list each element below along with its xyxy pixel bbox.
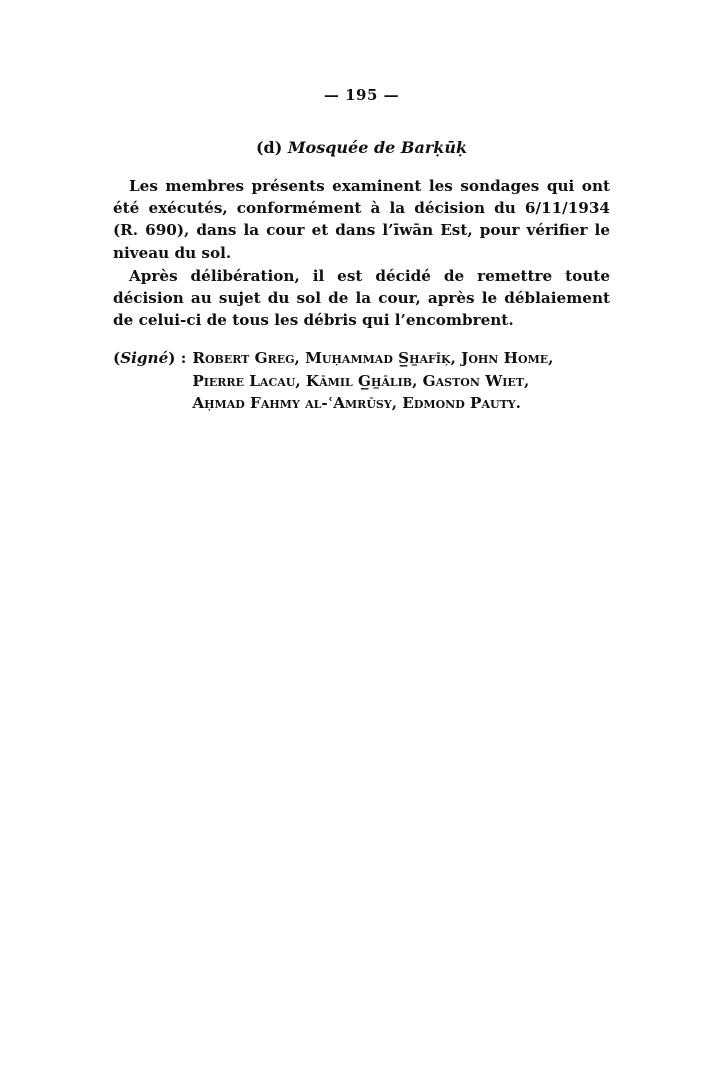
paragraph-1: Les membres présents examinent les sondages qui ont été exécutés, conformément à la décision du 6/11/1934 (R. 690), dans la cour et dans l’īwān Est, pour vérifier le niveau du sol. [113,177,610,262]
section-letter: (d) [255,138,283,157]
signature-line-3: Aḥmad Fahmy al-ʿAmrūsy, Edmond Pauty. [192,393,521,412]
section-name: Mosquée de Barḳūḳ [287,138,468,157]
section-title [113,138,610,157]
signatures-label [113,347,192,414]
signatures-open-paren: ( [113,349,121,368]
signatures-label-word: Signé [120,349,169,368]
paragraph-2: Après délibération, il est décidé de remettre toute décision au sujet du sol de la cour, après le déblaiement de celui-ci de tous les débris qui l’encombrent. [113,266,610,330]
page-number: — 195 — [323,86,400,104]
signature-line-1: Robert Greg, Muḥammad S̲h̲afīḳ, John Home, [192,349,554,368]
signatures-names [192,347,610,414]
signatures-block [113,347,610,414]
signatures-label-close: ) : [168,349,187,368]
signature-line-2: Pierre Lacau, Kāmil G̲h̲ālib, Gaston Wiet, [192,371,530,390]
document-page [113,86,610,414]
